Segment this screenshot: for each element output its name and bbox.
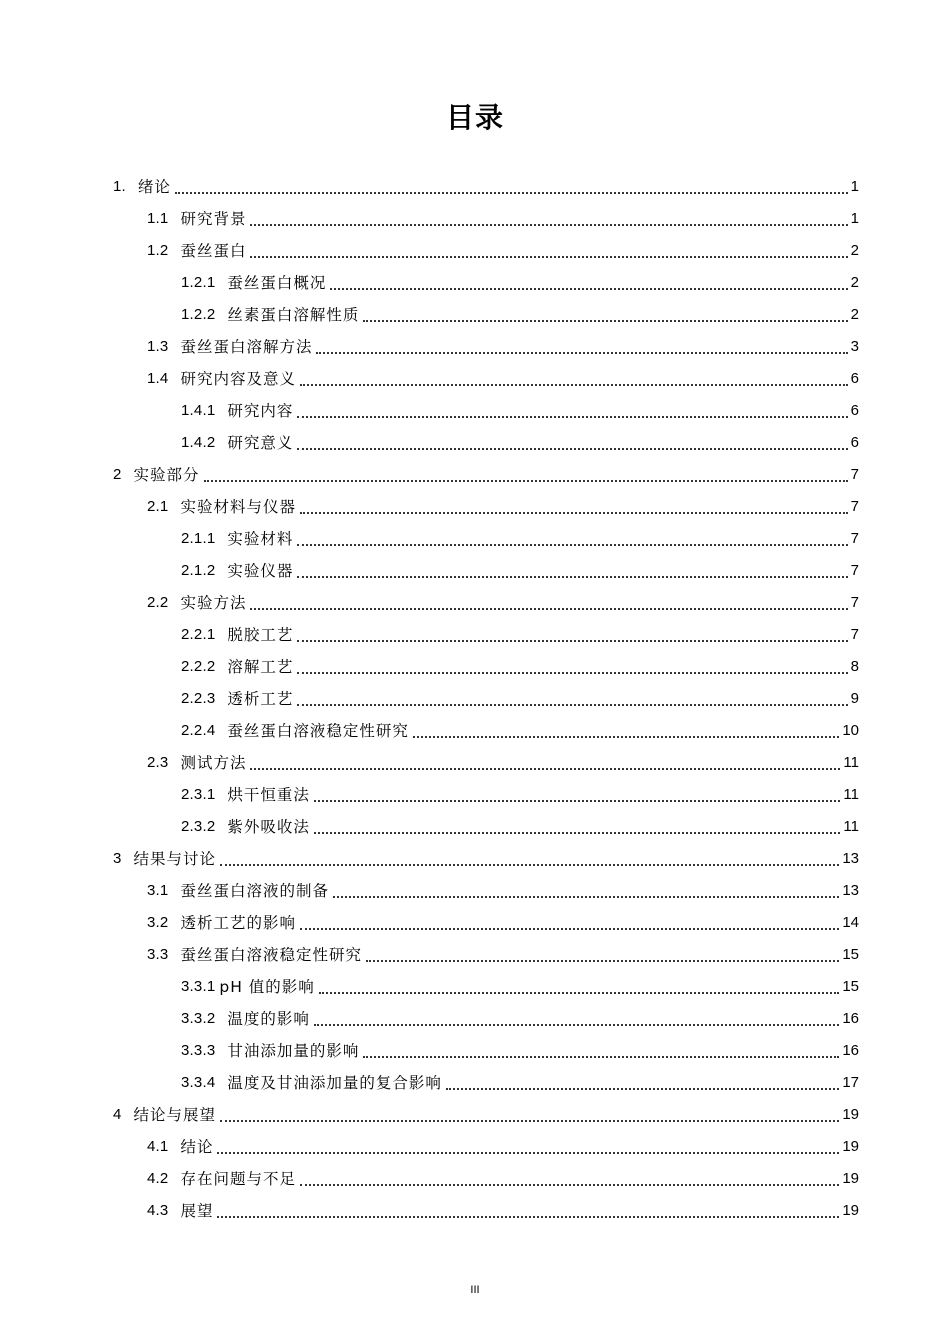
toc-entry-title: 实验材料: [227, 530, 294, 548]
toc-entry[interactable]: [0, 875, 950, 907]
toc-entry[interactable]: [0, 555, 950, 587]
toc-entry-page: 7: [850, 626, 859, 643]
toc-entry-title: 结果与讨论: [133, 850, 217, 868]
toc-entry-page: 7: [850, 594, 859, 611]
toc-entry-page: 2: [850, 274, 859, 291]
toc-entry-number: 2.1.1: [181, 530, 216, 547]
toc-entry[interactable]: [0, 683, 950, 715]
toc-entry-number: 3.3.3: [181, 1042, 216, 1059]
toc-entry-number: 1.4.1: [181, 402, 216, 419]
toc-entry-title: 展望: [180, 1202, 214, 1220]
toc-dot-leader: [300, 927, 839, 930]
toc-dot-leader: [250, 255, 847, 258]
toc-dot-leader: [300, 383, 848, 386]
toc-entry[interactable]: [0, 235, 950, 267]
toc-dot-leader: [300, 511, 848, 514]
toc-entry-number: 2.2.4: [181, 722, 216, 739]
toc-dot-leader: [314, 1023, 839, 1026]
toc-entry-page: 15: [842, 978, 859, 995]
toc-entry[interactable]: [0, 1131, 950, 1163]
toc-entry-title: 结论与展望: [133, 1106, 217, 1124]
toc-entry[interactable]: [0, 811, 950, 843]
toc-entry[interactable]: [0, 267, 950, 299]
toc-entry[interactable]: [0, 459, 950, 491]
toc-entry-number: 3.3: [147, 946, 169, 963]
toc-entry-title: 实验仪器: [227, 562, 294, 580]
toc-entry-page: 7: [850, 530, 859, 547]
toc-entry-page: 9: [850, 690, 859, 707]
toc-entry-title: 蚕丝蛋白溶解方法: [180, 338, 313, 356]
toc-entry-number: 2.2: [147, 594, 169, 611]
toc-entry[interactable]: [0, 523, 950, 555]
toc-entry-number: 4.3: [147, 1202, 169, 1219]
toc-entry-page: 17: [842, 1074, 859, 1091]
toc-entry-title: 紫外吸收法: [227, 818, 310, 836]
toc-dot-leader: [175, 191, 848, 194]
toc-entry-page: 3: [850, 338, 859, 355]
toc-entry-page: 19: [842, 1138, 859, 1155]
toc-entry-page: 15: [842, 946, 859, 963]
toc-entry-number: 2.2.3: [181, 690, 216, 707]
toc-dot-leader: [250, 607, 847, 610]
toc-entry-title: 测试方法: [180, 754, 247, 772]
toc-entry-number: 2.1: [147, 498, 169, 515]
toc-entry-number: 2.3.2: [181, 818, 216, 835]
toc-dot-leader: [217, 1215, 839, 1218]
toc-entry-title: 丝素蛋白溶解性质: [227, 306, 360, 324]
toc-entry-title: 透析工艺的影响: [180, 914, 296, 932]
toc-entry-number: 1.2.2: [181, 306, 216, 323]
toc-entry-number: 3: [113, 850, 122, 867]
toc-dot-leader: [413, 735, 839, 738]
toc-entry-title: 透析工艺: [227, 690, 294, 708]
toc-entry[interactable]: [0, 1099, 950, 1131]
page-number-footer: III: [470, 1284, 480, 1296]
toc-entry-page: 7: [850, 562, 859, 579]
toc-entry-number: 3.3.4: [181, 1074, 216, 1091]
toc-entry-title: 蚕丝蛋白: [180, 242, 247, 260]
toc-entry[interactable]: [0, 971, 950, 1003]
toc-entry[interactable]: [0, 171, 950, 203]
toc-entry-title: 存在问题与不足: [180, 1170, 296, 1188]
toc-entry-number: 4.2: [147, 1170, 169, 1187]
toc-entry[interactable]: [0, 1195, 950, 1227]
toc-entry-title: 脱胶工艺: [227, 626, 294, 644]
toc-entry-number: 3.3.1: [181, 978, 216, 995]
toc-entry-page: 13: [842, 850, 859, 867]
toc-entry-title: 实验材料与仪器: [180, 498, 296, 516]
toc-entry-title: 实验部分: [133, 466, 200, 484]
toc-entry-number: 3.1: [147, 882, 169, 899]
toc-entry-number: 3.2: [147, 914, 169, 931]
toc-dot-leader: [297, 703, 847, 706]
toc-entry-page: 1: [850, 178, 859, 195]
toc-entry-number: 2.2.1: [181, 626, 216, 643]
toc-entry-number: 1.1: [147, 210, 169, 227]
table-of-contents: [0, 171, 950, 1227]
toc-dot-leader: [297, 447, 847, 450]
toc-entry-title: 实验方法: [180, 594, 247, 612]
toc-dot-leader: [319, 991, 840, 994]
toc-entry-page: 19: [842, 1202, 859, 1219]
toc-entry-title: 溶解工艺: [227, 658, 294, 676]
toc-entry-title: 蚕丝蛋白溶液稳定性研究: [227, 722, 409, 740]
toc-entry[interactable]: [0, 1163, 950, 1195]
toc-entry-number: 4.1: [147, 1138, 169, 1155]
toc-entry-number: 1.: [113, 178, 126, 195]
toc-dot-leader: [333, 895, 839, 898]
toc-entry-title: 结论: [180, 1138, 214, 1156]
toc-dot-leader: [204, 479, 848, 482]
toc-entry-page: 7: [850, 466, 859, 483]
toc-entry-page: 8: [850, 658, 859, 675]
toc-dot-leader: [297, 575, 847, 578]
toc-dot-leader: [220, 1119, 839, 1122]
toc-entry[interactable]: [0, 1067, 950, 1099]
toc-entry-page: 13: [842, 882, 859, 899]
toc-entry-page: 14: [842, 914, 859, 931]
toc-entry[interactable]: [0, 491, 950, 523]
toc-entry[interactable]: [0, 427, 950, 459]
toc-entry-page: 6: [850, 402, 859, 419]
toc-entry-title: 蚕丝蛋白溶液稳定性研究: [180, 946, 362, 964]
toc-entry-page: 2: [850, 242, 859, 259]
toc-entry-page: 19: [842, 1170, 859, 1187]
toc-entry[interactable]: [0, 779, 950, 811]
toc-dot-leader: [446, 1087, 839, 1090]
toc-entry-title: 温度的影响: [227, 1010, 310, 1028]
toc-entry-number: 2.2.2: [181, 658, 216, 675]
page-title: 目录: [445, 101, 504, 134]
toc-entry-page: 11: [843, 754, 859, 771]
toc-entry-title: 绪论: [137, 178, 171, 196]
toc-entry-number: 4: [113, 1106, 122, 1123]
toc-dot-leader: [363, 1055, 839, 1058]
toc-entry-number: 1.4.2: [181, 434, 216, 451]
toc-entry-title: 研究背景: [180, 210, 247, 228]
toc-entry-page: 6: [850, 370, 859, 387]
toc-entry[interactable]: [0, 619, 950, 651]
toc-entry-number: 2.3: [147, 754, 169, 771]
toc-entry-page: 1: [850, 210, 859, 227]
toc-entry-page: 7: [850, 498, 859, 515]
toc-entry-title: 温度及甘油添加量的复合影响: [227, 1074, 442, 1092]
toc-entry-page: 10: [842, 722, 859, 739]
toc-entry-title: 研究内容: [227, 402, 294, 420]
toc-dot-leader: [330, 287, 847, 290]
toc-dot-leader: [297, 671, 847, 674]
toc-dot-leader: [300, 1183, 839, 1186]
toc-dot-leader: [314, 831, 841, 834]
toc-entry-number: 2.3.1: [181, 786, 216, 803]
toc-entry[interactable]: [0, 715, 950, 747]
toc-entry[interactable]: [0, 939, 950, 971]
toc-entry-title: 研究内容及意义: [180, 370, 296, 388]
toc-dot-leader: [220, 863, 839, 866]
toc-entry[interactable]: [0, 331, 950, 363]
toc-entry[interactable]: [0, 907, 950, 939]
toc-entry[interactable]: [0, 203, 950, 235]
toc-entry[interactable]: [0, 651, 950, 683]
toc-entry[interactable]: [0, 1035, 950, 1067]
toc-entry[interactable]: [0, 299, 950, 331]
toc-dot-leader: [314, 799, 841, 802]
toc-entry-title: 蚕丝蛋白溶液的制备: [180, 882, 329, 900]
toc-dot-leader: [316, 351, 847, 354]
toc-entry-number: 1.3: [147, 338, 169, 355]
toc-dot-leader: [250, 767, 840, 770]
toc-dot-leader: [250, 223, 847, 226]
toc-dot-leader: [366, 959, 839, 962]
toc-dot-leader: [297, 543, 847, 546]
toc-entry-page: 6: [850, 434, 859, 451]
toc-entry-title: 蚕丝蛋白概况: [227, 274, 327, 292]
toc-entry-title: pH 值的影响: [219, 978, 315, 996]
toc-entry-page: 16: [842, 1042, 859, 1059]
toc-entry-title: 研究意义: [227, 434, 294, 452]
toc-entry-title: 烘干恒重法: [227, 786, 310, 804]
toc-entry[interactable]: [0, 1003, 950, 1035]
toc-entry-page: 2: [850, 306, 859, 323]
toc-entry-number: 1.4: [147, 370, 169, 387]
toc-entry[interactable]: [0, 747, 950, 779]
toc-dot-leader: [363, 319, 847, 322]
toc-dot-leader: [297, 415, 847, 418]
toc-entry-number: 2: [113, 466, 122, 483]
toc-entry[interactable]: [0, 843, 950, 875]
toc-entry[interactable]: [0, 363, 950, 395]
toc-entry-page: 16: [842, 1010, 859, 1027]
toc-entry-page: 11: [843, 786, 859, 803]
toc-dot-leader: [297, 639, 847, 642]
toc-entry[interactable]: [0, 587, 950, 619]
toc-entry-number: 2.1.2: [181, 562, 216, 579]
toc-entry-number: 1.2.1: [181, 274, 216, 291]
toc-entry-page: 11: [843, 818, 859, 835]
toc-entry-title: 甘油添加量的影响: [227, 1042, 360, 1060]
toc-entry[interactable]: [0, 395, 950, 427]
toc-dot-leader: [217, 1151, 839, 1154]
toc-entry-number: 1.2: [147, 242, 169, 259]
toc-entry-page: 19: [842, 1106, 859, 1123]
toc-entry-number: 3.3.2: [181, 1010, 216, 1027]
